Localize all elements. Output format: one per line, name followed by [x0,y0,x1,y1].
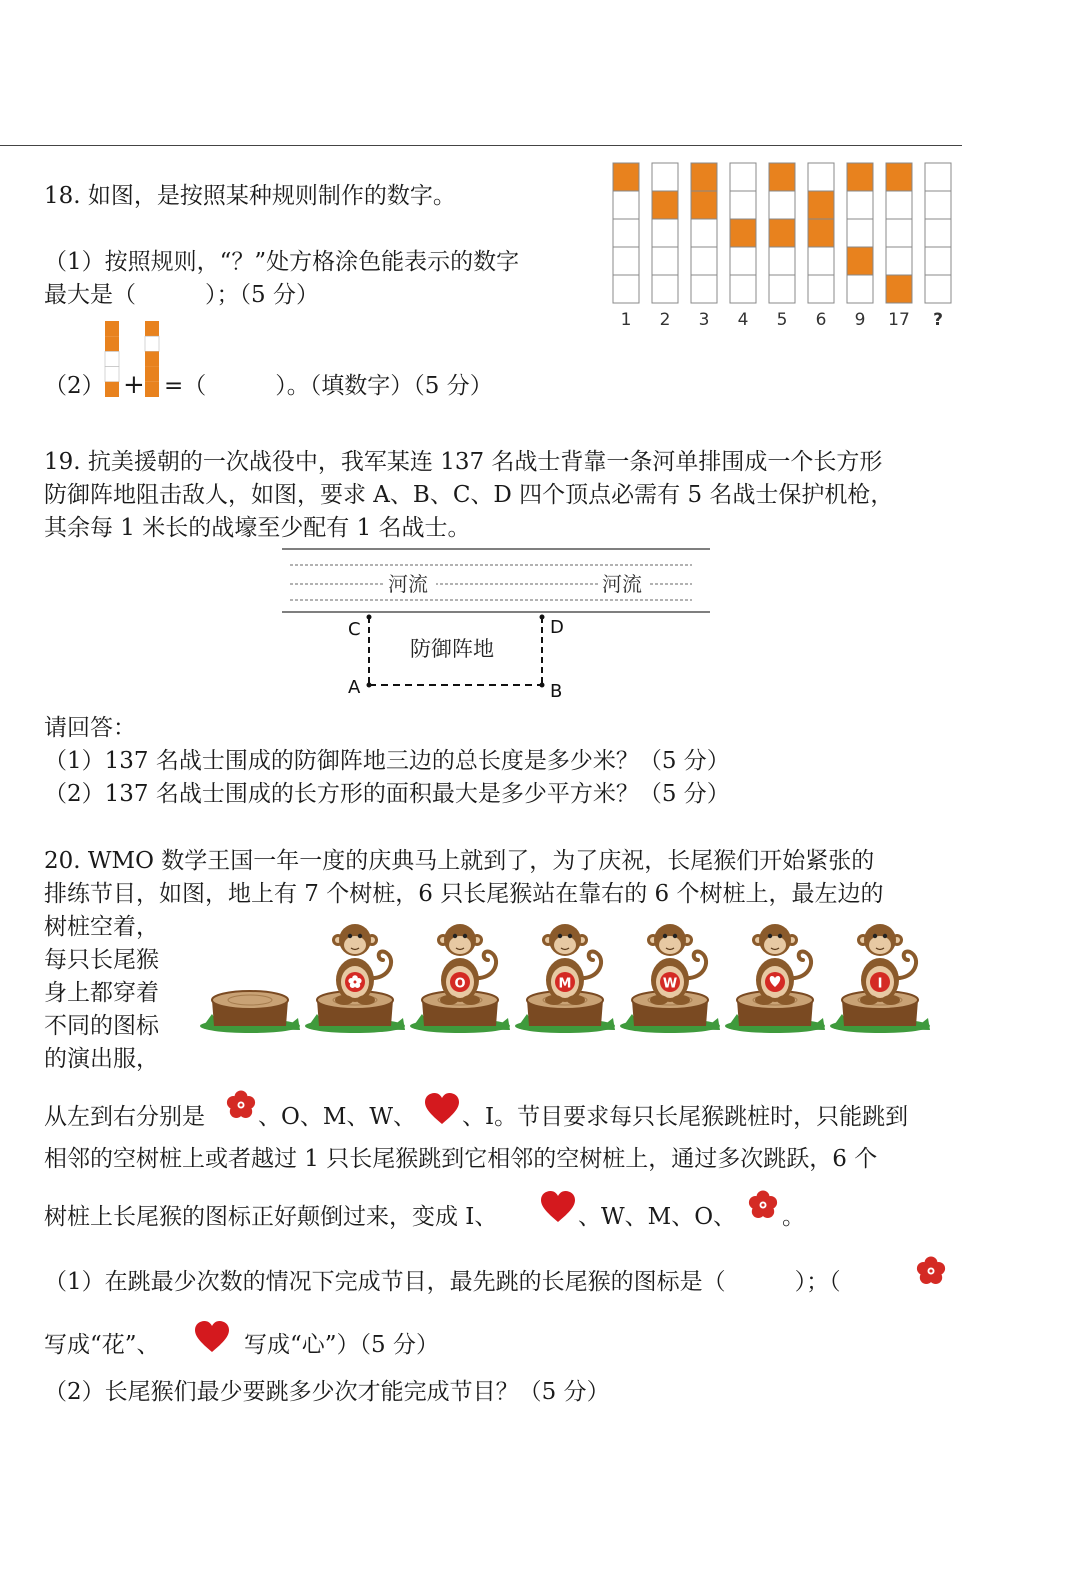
grid-cell [847,219,873,247]
q18-part1-line1: （1）按照规则，“？”处方格涂色能表示的数字 [44,249,520,275]
monkey-on-stump [830,924,930,1033]
corner-b-label: B [550,681,563,702]
q18-part2-open: （2） [44,373,105,399]
q20-side-line-3: 身上都穿着 [44,980,159,1006]
grid-cell [808,219,834,247]
grid-cell [613,219,639,247]
mini-cell [105,351,119,366]
river-label-1: 河流 [388,572,428,596]
grid-cell [691,275,717,303]
grid-cell [886,247,912,275]
q18-mini-bar-left [104,320,122,398]
grid-cell [925,163,951,191]
q20-part1b-b: 写成“心”）（5 分） [244,1332,439,1358]
monkey-on-stump [410,924,510,1033]
q18-part2-plus: + [123,370,145,400]
area-label: 防御阵地 [410,637,494,661]
q19-line3: 其余每 1 米长的战壕至少配有 1 名战士。 [44,515,471,541]
grid-cell [613,163,639,191]
empty-stump [200,991,300,1033]
grid-cell [847,163,873,191]
q18-title: 18. 如图，是按照某种规则制作的数字。 [44,183,456,209]
q19-part1: （1）137 名战士围成的防御阵地三边的总长度是多少米？（5 分） [44,748,730,774]
mini-cell [145,351,159,366]
corner-a-label: A [348,677,361,698]
grid-cell [847,275,873,303]
column-label: 5 [776,310,788,330]
grid-cell [652,275,678,303]
column-label: 6 [815,310,827,330]
grid-cell [847,191,873,219]
grid-cell [691,163,717,191]
column-label: 3 [698,310,710,330]
mini-cell [145,367,159,382]
q20-part1-text: （1）在跳最少次数的情况下完成节目，最先跳的长尾猴的图标是（ ）；（ [44,1269,841,1295]
q20-monkey-stumps-illustration [200,918,945,1040]
q19-line2: 防御阵地阻击敌人，如图，要求 A、B、C、D 四个顶点必需有 5 名战士保护机枪， [44,482,894,508]
grid-cell [808,191,834,219]
grid-cell [925,247,951,275]
grid-cell [730,247,756,275]
flower-icon [224,1088,258,1122]
q20-seq1-prefix: 从左到右分别是 [44,1104,205,1130]
mini-cell [105,367,119,382]
flower-icon [746,1188,780,1222]
monkey-on-stump [305,924,405,1033]
flower-icon [914,1254,948,1288]
grid-cell [886,163,912,191]
grid-cell [730,219,756,247]
q19-defense-diagram [280,545,715,705]
q20-line1: 20. WMO 数学王国一年一度的庆典马上就到了，为了庆祝，长尾猴们开始紧张的 [44,848,875,874]
q20-part1b-a: 写成“花”、 [44,1332,160,1358]
grid-cell [691,191,717,219]
grid-cell [886,191,912,219]
q19-line1: 19. 抗美援朝的一次战役中，我军某连 137 名战士背靠一条河单排围成一个长方形 [44,449,883,475]
mini-cell [105,382,119,397]
q18-digit-grid [610,160,955,340]
column-label: 17 [888,310,910,330]
grid-cell [730,191,756,219]
grid-cell [808,247,834,275]
q20-seq1-end: 、I。节目要求每只长尾猴跳桩时，只能跳到 [462,1104,909,1130]
corner-a-dot [367,683,372,688]
grid-cell [730,163,756,191]
corner-d-dot [540,615,545,620]
corner-d-label: D [550,617,564,638]
heart-icon [424,1092,460,1126]
river-label-2: 河流 [602,572,642,596]
q20-seq1-mid: 、O、M、W、 [258,1104,417,1130]
column-label: 1 [620,310,632,330]
monkey-badge-letter: W [662,976,678,992]
grid-cell [652,163,678,191]
grid-cell [769,219,795,247]
grid-cell [613,247,639,275]
monkey-on-stump [620,924,720,1033]
grid-cell [925,275,951,303]
grid-cell [652,247,678,275]
column-label: 4 [737,310,749,330]
grid-cell [886,275,912,303]
grid-cell [691,247,717,275]
mini-cell [105,321,119,336]
q20-line-adjacent: 相邻的空树桩上或者越过 1 只长尾猴跳到它相邻的空树桩上，通过多次跳跃，6 个 [44,1146,878,1172]
grid-cell [847,247,873,275]
monkey-badge-letter: M [558,976,572,992]
grid-cell [808,163,834,191]
mini-cell [145,321,159,336]
q19-prompt: 请回答： [44,715,136,741]
grid-cell [925,219,951,247]
mini-cell [145,382,159,397]
grid-cell [691,219,717,247]
grid-cell [652,219,678,247]
q20-side-line-2: 每只长尾猴 [44,947,159,973]
grid-cell [652,191,678,219]
q20-seq2-prefix: 树桩上长尾猴的图标正好颠倒过来，变成 I、 [44,1204,498,1230]
q20-line2: 排练节目，如图，地上有 7 个树桩，6 只长尾猴站在靠右的 6 个树桩上，最左边的 [44,881,884,907]
monkey-on-stump [725,924,825,1033]
grid-cell [769,191,795,219]
q18-part2-eq: =（ ）。（填数字）（5 分） [164,373,493,399]
monkey-on-stump [515,924,615,1033]
heart-icon [194,1320,230,1354]
column-label: ? [933,310,943,330]
grid-cell [925,191,951,219]
grid-cell [769,163,795,191]
header-rule [0,145,962,146]
q19-part2: （2）137 名战士围成的长方形的面积最大是多少平方米？（5 分） [44,781,730,807]
q20-side-line-1: 树桩空着， [44,914,159,940]
column-label: 9 [854,310,866,330]
q20-side-line-5: 的演出服， [44,1046,159,1072]
mini-cell [105,336,119,351]
grid-cell [769,275,795,303]
q20-side-line-4: 不同的图标 [44,1013,159,1039]
grid-cell [730,275,756,303]
grid-cell [886,219,912,247]
monkey-badge-letter: I [877,976,883,992]
corner-c-label: C [348,619,361,640]
grid-cell [769,247,795,275]
corner-c-dot [367,615,372,620]
mini-cell [145,336,159,351]
grid-cell [613,275,639,303]
column-label: 2 [659,310,671,330]
heart-icon [540,1190,576,1224]
q20-seq2-mid: 、W、M、O、 [578,1204,737,1230]
q18-part1-line2: 最大是（ ）；（5 分） [44,282,319,308]
q18-mini-bar-right [144,320,162,398]
q20-part2: （2）长尾猴们最少要跳多少次才能完成节目？（5 分） [44,1379,610,1405]
monkey-badge-letter: O [454,976,466,992]
grid-cell [808,275,834,303]
q20-seq2-end: 。 [782,1204,805,1230]
corner-b-dot [540,683,545,688]
grid-cell [613,191,639,219]
